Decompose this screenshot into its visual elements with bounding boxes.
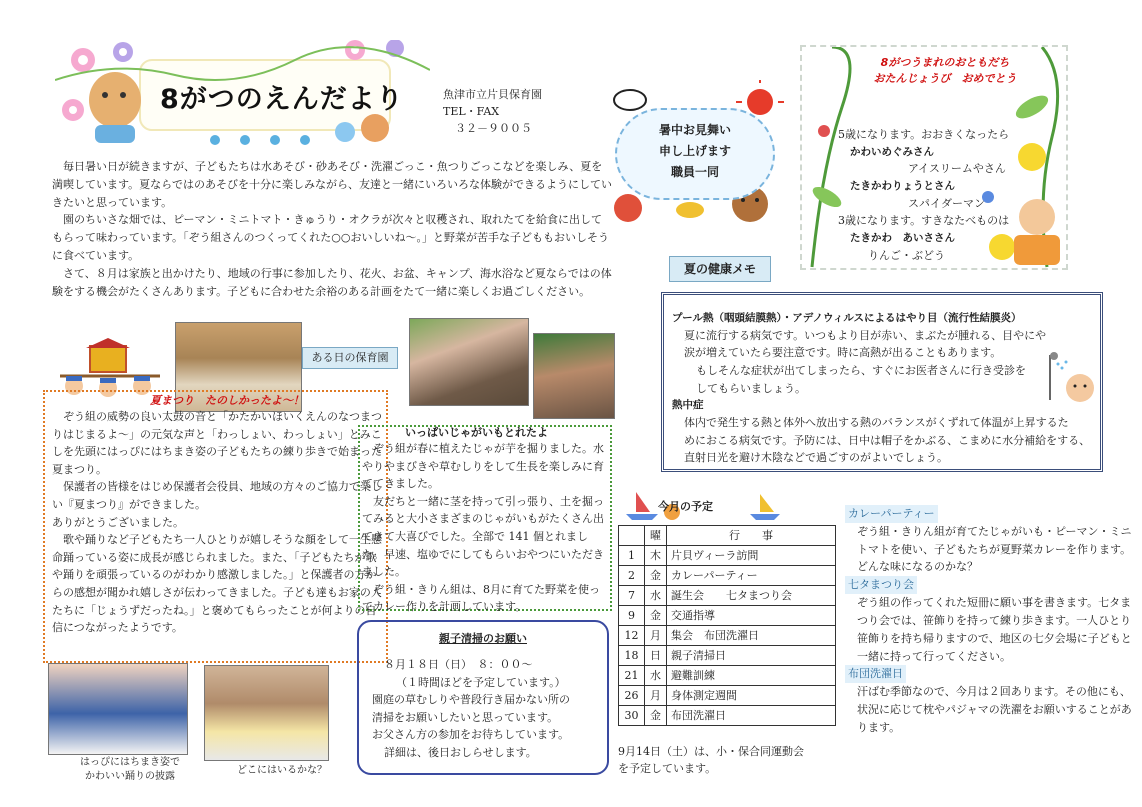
futon-wash-text: 汗ばむ季節なので、今月は２回あります。その他にも、状況に応じて枕やパジャマの洗濯をお願いすることがあります。 <box>857 685 1132 734</box>
schedule-event: 片貝ヴィーラ訪問 <box>667 546 836 566</box>
child-1-wish: アイスリームやさん <box>908 162 1006 176</box>
pool-fever-line-2: 涙が増えていたら要注意です。時に高熱が出ることもあります。 <box>684 346 1002 360</box>
dance-caption-line-1: はっぴにはちまき姿で <box>80 757 180 768</box>
schedule-day: 18 <box>619 646 645 666</box>
schedule-header-row <box>619 526 836 546</box>
fish-icon <box>676 202 704 218</box>
schedule-dow: 日 <box>645 646 667 666</box>
schedule-note-line-1: 9月14日（土）は、小・保合同運動会 <box>618 745 804 758</box>
schedule-event: 集会 布団洗濯日 <box>667 626 836 646</box>
schedule-row <box>619 626 836 646</box>
potato-title: いっぱいじゃがいもとれたよ <box>405 426 548 439</box>
photo-potato-digging-2 <box>533 333 615 419</box>
pool-fever-line-4: してもらいましょう。 <box>696 381 806 395</box>
intro-paragraph-3: さて、８月は家族と出かけたり、地域の行事に参加したり、花火、お盆、キャンプ、海水浴など夏ならではの体験をする機会がたくさんあります。子どもに合わせた余裕のある計画をたて一緒に楽しくお過ごしください。 <box>52 266 612 298</box>
schedule-row <box>619 646 836 666</box>
potato-paragraph-2: 友だちと一緒に茎を持って引っ張り、土を掘ってみると大小さまざまのじゃがいもがたくさん出てきて大喜びでした。全部で 141 個とれました。早速、塩ゆでにしてもらいおやつにいただきました。 <box>362 494 604 579</box>
schedule-dow: 水 <box>645 666 667 686</box>
schedule-dow: 金 <box>645 606 667 626</box>
heatstroke-line-1: 体内で発生する熱と体外へ放出する熱のバランスがくずれて体温が上昇するた <box>684 415 1069 429</box>
schedule-day: 21 <box>619 666 645 686</box>
schedule-dow: 月 <box>645 626 667 646</box>
festival-thanks: ありがとうございました。 <box>52 515 184 529</box>
health-memo-content <box>672 310 1092 467</box>
octopus-icon <box>614 194 642 222</box>
schedule-row <box>619 586 836 606</box>
cleaning-line-3: 園庭の草むしりや普段行き届かない所の <box>372 693 570 707</box>
schedule-day: 30 <box>619 706 645 726</box>
schedule-day: 12 <box>619 626 645 646</box>
tanabata-text: ぞう組の作ってくれた短冊に願い事を書きます。七タまつり会では、笹飾りを持って練り歩きます。一人ひとり笹飾りを持ち帰りますので、地区の七夕会場に子どもと一緒に持って行ってください。 <box>857 596 1132 663</box>
dance-caption-line-2: かわいい踊りの披露 <box>85 771 175 782</box>
greeting-text <box>615 120 775 183</box>
cleaning-line-5: お父さん方の参加をお待ちしています。 <box>372 728 570 742</box>
cleaning-text <box>372 656 602 762</box>
intro-paragraph-1: 毎日暑い日が続きますが、子どもたちは水あそび・砂あそび・洗濯ごっこ・魚つりごっこなどを楽しみ、夏を満喫しています。夏ならではのあそびを十分に楽しみながら、友達と一緒にいろいろな体験ができるようにしていきたいと思っています。 <box>52 160 613 209</box>
heatstroke-line-3: 直射日光を避け木陰などで過ごすのがよいでしょう。 <box>684 451 948 465</box>
child-3-wish: りんご・ぶどう <box>868 248 945 262</box>
whale-icon <box>614 90 646 110</box>
cleaning-title: 親子清掃のお願い <box>439 632 527 645</box>
schedule-row <box>619 666 836 686</box>
schedule-title: 今月の予定 <box>658 500 713 513</box>
mikoshi-icon <box>90 346 126 372</box>
heatstroke-line-2: めにおこる病気です。予防には、日中は帽子をかぶる、こまめに水分補給をする、 <box>684 433 1091 447</box>
festival-mikoshi-illustration <box>60 338 160 398</box>
school-info <box>443 86 542 137</box>
schedule-event: 避難訓練 <box>667 666 836 686</box>
child-1-name: かわいめぐみさん <box>850 145 934 158</box>
greeting-line-1: 暑中お見舞い <box>658 123 731 137</box>
tel-label: TEL・FAX <box>443 105 500 119</box>
schedule-dow: 金 <box>645 566 667 586</box>
sailboat-icon <box>760 494 774 512</box>
schedule-dow: 木 <box>645 546 667 566</box>
schedule-event: 誕生会 七タまつり会 <box>667 586 836 606</box>
festival-paragraph-3: 歌や踊りなど子どもたち一人ひとりが嬉しそうな顔をして一生懸命踊っている姿に成長が感じられました。また、「子どもたちが歌や踊りを頑張っているのがわかり感激しました。」と保護者の方からの感想が聞かれ嬉しさが伝わってきました。子ども達もお家の人たちに「じょうずだったね。」と褒めてもらったことが何よりの自信につながったようです。 <box>52 533 382 635</box>
child-2-wish: スパイダーマン <box>908 196 985 210</box>
schedule-col-day <box>619 526 645 546</box>
sailboat-icon <box>636 492 650 512</box>
school-name: 魚津市立片貝保育園 <box>443 88 542 101</box>
event-details <box>845 505 1135 737</box>
sun-icon <box>747 89 773 115</box>
tel-number: ３２－９００５ <box>455 122 532 136</box>
festival-paragraph-2: 保護者の皆様をはじめ保護者会役員、地域の方々のご協力で楽しい『夏まつり』ができました。 <box>52 480 382 511</box>
greeting-signature: 職員一同 <box>670 165 719 179</box>
schedule-day: 26 <box>619 686 645 706</box>
schedule-event: カレーパーティー <box>667 566 836 586</box>
potato-paragraph-3: ぞう組・きりん組は、8月に育てた野菜を使ってカレー作りを計画しています。 <box>362 582 600 614</box>
greeting-line-2: 申し上げます <box>658 144 731 158</box>
schedule-col-event: 行 事 <box>667 526 836 546</box>
schedule-event: 交通指導 <box>667 606 836 626</box>
pool-fever-line-1: 夏に流行する病気です。いつもより目が赤い、まぶたが腫れる、目やにや <box>684 328 1047 342</box>
birthday-header-line-2: おたんじょうび おめでとう <box>873 71 1017 85</box>
festival-text <box>52 408 384 637</box>
tanabata-decoration-icon <box>818 125 830 137</box>
schedule-dow: 水 <box>645 586 667 606</box>
futon-wash-heading: 布団洗濯日 <box>845 665 906 683</box>
birthday-header <box>855 55 1035 87</box>
birthday-header-line-1: 8がつうまれのおともだち <box>880 56 1010 69</box>
birthday-list <box>838 126 1038 264</box>
schedule-note-line-2: を予定しています。 <box>618 761 717 775</box>
child-3-name: たきかわ あいささん <box>850 231 955 244</box>
schedule-note <box>618 744 838 777</box>
cleaning-line-6: 詳細は、後日おしらせします。 <box>384 745 537 759</box>
curry-party-heading: カレーパーティー <box>845 505 938 523</box>
schedule-row <box>619 566 836 586</box>
schedule-day: 2 <box>619 566 645 586</box>
schedule-day: 9 <box>619 606 645 626</box>
photo-ball-game <box>204 665 329 761</box>
cleaning-line-4: 清掃をお願いしたいと思っています。 <box>372 710 559 724</box>
photo-potato-digging-1 <box>409 318 529 406</box>
schedule-row <box>619 546 836 566</box>
cleaning-date: ８月１８日（日） ８：００～ <box>384 658 533 671</box>
intro-text <box>52 158 612 301</box>
schedule-event: 布団洗濯日 <box>667 706 836 726</box>
schedule-event: 身体測定週間 <box>667 686 836 706</box>
five-year-intro: 5歳になります。おおきくなったら <box>838 128 1010 141</box>
photo-dance-performance <box>48 663 188 755</box>
schedule-table <box>618 525 836 726</box>
schedule-event: 親子清掃日 <box>667 646 836 666</box>
potato-paragraph-1: ぞう組が春に植えたじゃが芋を掘りました。水やりやまびきや草むしりをして生長を楽しみに育ててきました。 <box>362 442 604 491</box>
heatstroke-heading: 熱中症 <box>672 399 704 412</box>
schedule-row <box>619 606 836 626</box>
curry-party-text: ぞう組・きりん組が育てたじゃがいも・ピーマン・ミニトマトを使い、子どもたちが夏野菜カレーを作ります。どんな味になるのかな？ <box>857 524 1132 574</box>
pool-fever-line-3: もしそんな症状が出てしまったら、すぐにお医者さんに行き受診を <box>696 363 1026 377</box>
tanabata-heading: 七タまつり会 <box>845 576 917 594</box>
schedule-dow: 金 <box>645 706 667 726</box>
cleaning-duration: （１時間ほどを予定しています。） <box>396 675 566 689</box>
schedule-day: 1 <box>619 546 645 566</box>
schedule-row <box>619 706 836 726</box>
bear-character-icon <box>89 72 141 128</box>
intro-paragraph-2: 園のちいさな畑では、ピーマン・ミニトマト・きゅうり・オクラが次々と収穫され、取れたてを給食に出してもらって味わっています。「ぞう組さんのつくってくれた○○おいしいね～。」と野菜が苦手な子どももおいしそうに食べています。 <box>52 213 609 263</box>
schedule-row <box>619 686 836 706</box>
potato-text <box>362 440 608 616</box>
game-caption: どこにはいるかな？ <box>237 765 327 776</box>
festival-title: 夏まつり たのしかったよ～！ <box>150 394 304 407</box>
health-memo-title: 夏の健康メモ <box>669 256 771 282</box>
pool-fever-heading: プール熱（咽頭結膜熱）・アデノウィルスによるはやり目（流行性結膜炎） <box>672 312 1022 324</box>
three-year-intro: 3歳になります。すきなたべものは <box>838 214 1010 228</box>
newsletter-title: 8がつのえんだより <box>160 84 404 115</box>
schedule-col-dow: 曜 <box>645 526 667 546</box>
schedule-dow: 月 <box>645 686 667 706</box>
schedule-day: 7 <box>619 586 645 606</box>
day-at-nursery-label: ある日の保育園 <box>302 347 398 369</box>
child-2-name: たきかわりょうとさん <box>850 179 955 192</box>
dance-caption <box>70 756 190 784</box>
festival-paragraph-1: ぞう組の威勢の良い太鼓の音と「かたかいほいくえんのなつまつりはじまるよ～」の元気な声と「わっしょい、わっしょい」とみこしを先頭にはっぴにはちまき姿の子どもたちの練り歩きで始まった夏まつり。 <box>52 410 382 476</box>
mouse-character-icon <box>335 122 355 142</box>
